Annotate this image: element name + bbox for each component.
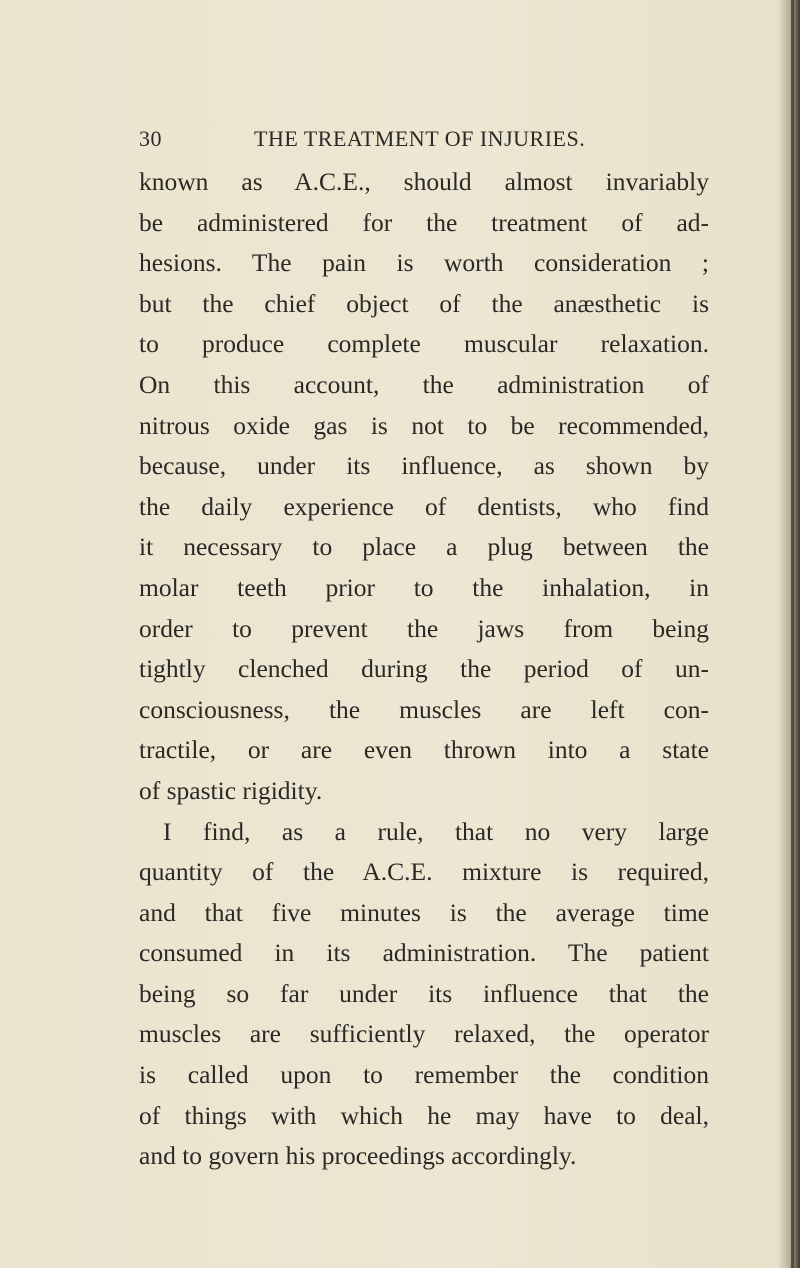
text-line: On this account, the administration of xyxy=(139,369,709,399)
text-line: known as A.C.E., should almost invariably xyxy=(139,167,709,196)
text-line: muscles are sufficiently relaxed, the operator xyxy=(139,1019,709,1049)
text-line: quantity of the A.C.E. mixture is required, xyxy=(139,857,709,887)
text-line: to produce complete muscular relaxation. xyxy=(139,329,709,359)
text-line: molar teeth prior to the inhalation, in xyxy=(139,572,709,602)
binding-edge xyxy=(791,0,794,1268)
text-line: tractile, or are even thrown into a state xyxy=(139,735,709,765)
page-edge-shadow xyxy=(778,0,800,1268)
text-line: I find, as a rule, that no very large xyxy=(163,816,709,846)
text-line: the daily experience of dentists, who find xyxy=(139,491,709,521)
body-text xyxy=(139,162,709,1177)
text-line: is called upon to remember the condition xyxy=(139,1060,709,1090)
page-number: 30 xyxy=(139,126,162,151)
text-line: of things with which he may have to deal, xyxy=(139,1100,709,1130)
text-line: being so far under its influence that the xyxy=(139,978,709,1008)
text-line: and that five minutes is the average time xyxy=(139,897,709,927)
text-line: be administered for the treatment of ad- xyxy=(139,207,709,237)
text-line: of spastic rigidity. xyxy=(139,775,323,805)
text-line: and to govern his proceedings accordingly. xyxy=(139,1141,577,1171)
text-line: tightly clenched during the period of un- xyxy=(139,654,709,684)
text-line: it necessary to place a plug between the xyxy=(139,532,709,562)
paragraph-2 xyxy=(139,812,709,1177)
paragraph-1 xyxy=(139,162,709,812)
page-header xyxy=(139,126,619,156)
text-line: nitrous oxide gas is not to be recommended, xyxy=(139,410,709,440)
running-head: THE TREATMENT OF INJURIES. xyxy=(254,126,586,151)
text-line: consumed in its administration. The patient xyxy=(139,938,709,968)
text-line: because, under its influence, as shown by xyxy=(139,451,709,481)
text-line: hesions. The pain is worth consideration ; xyxy=(139,248,709,278)
text-line: order to prevent the jaws from being xyxy=(139,613,709,643)
text-line: but the chief object of the anæsthetic is xyxy=(139,288,709,318)
text-line: consciousness, the muscles are left con- xyxy=(139,694,709,724)
